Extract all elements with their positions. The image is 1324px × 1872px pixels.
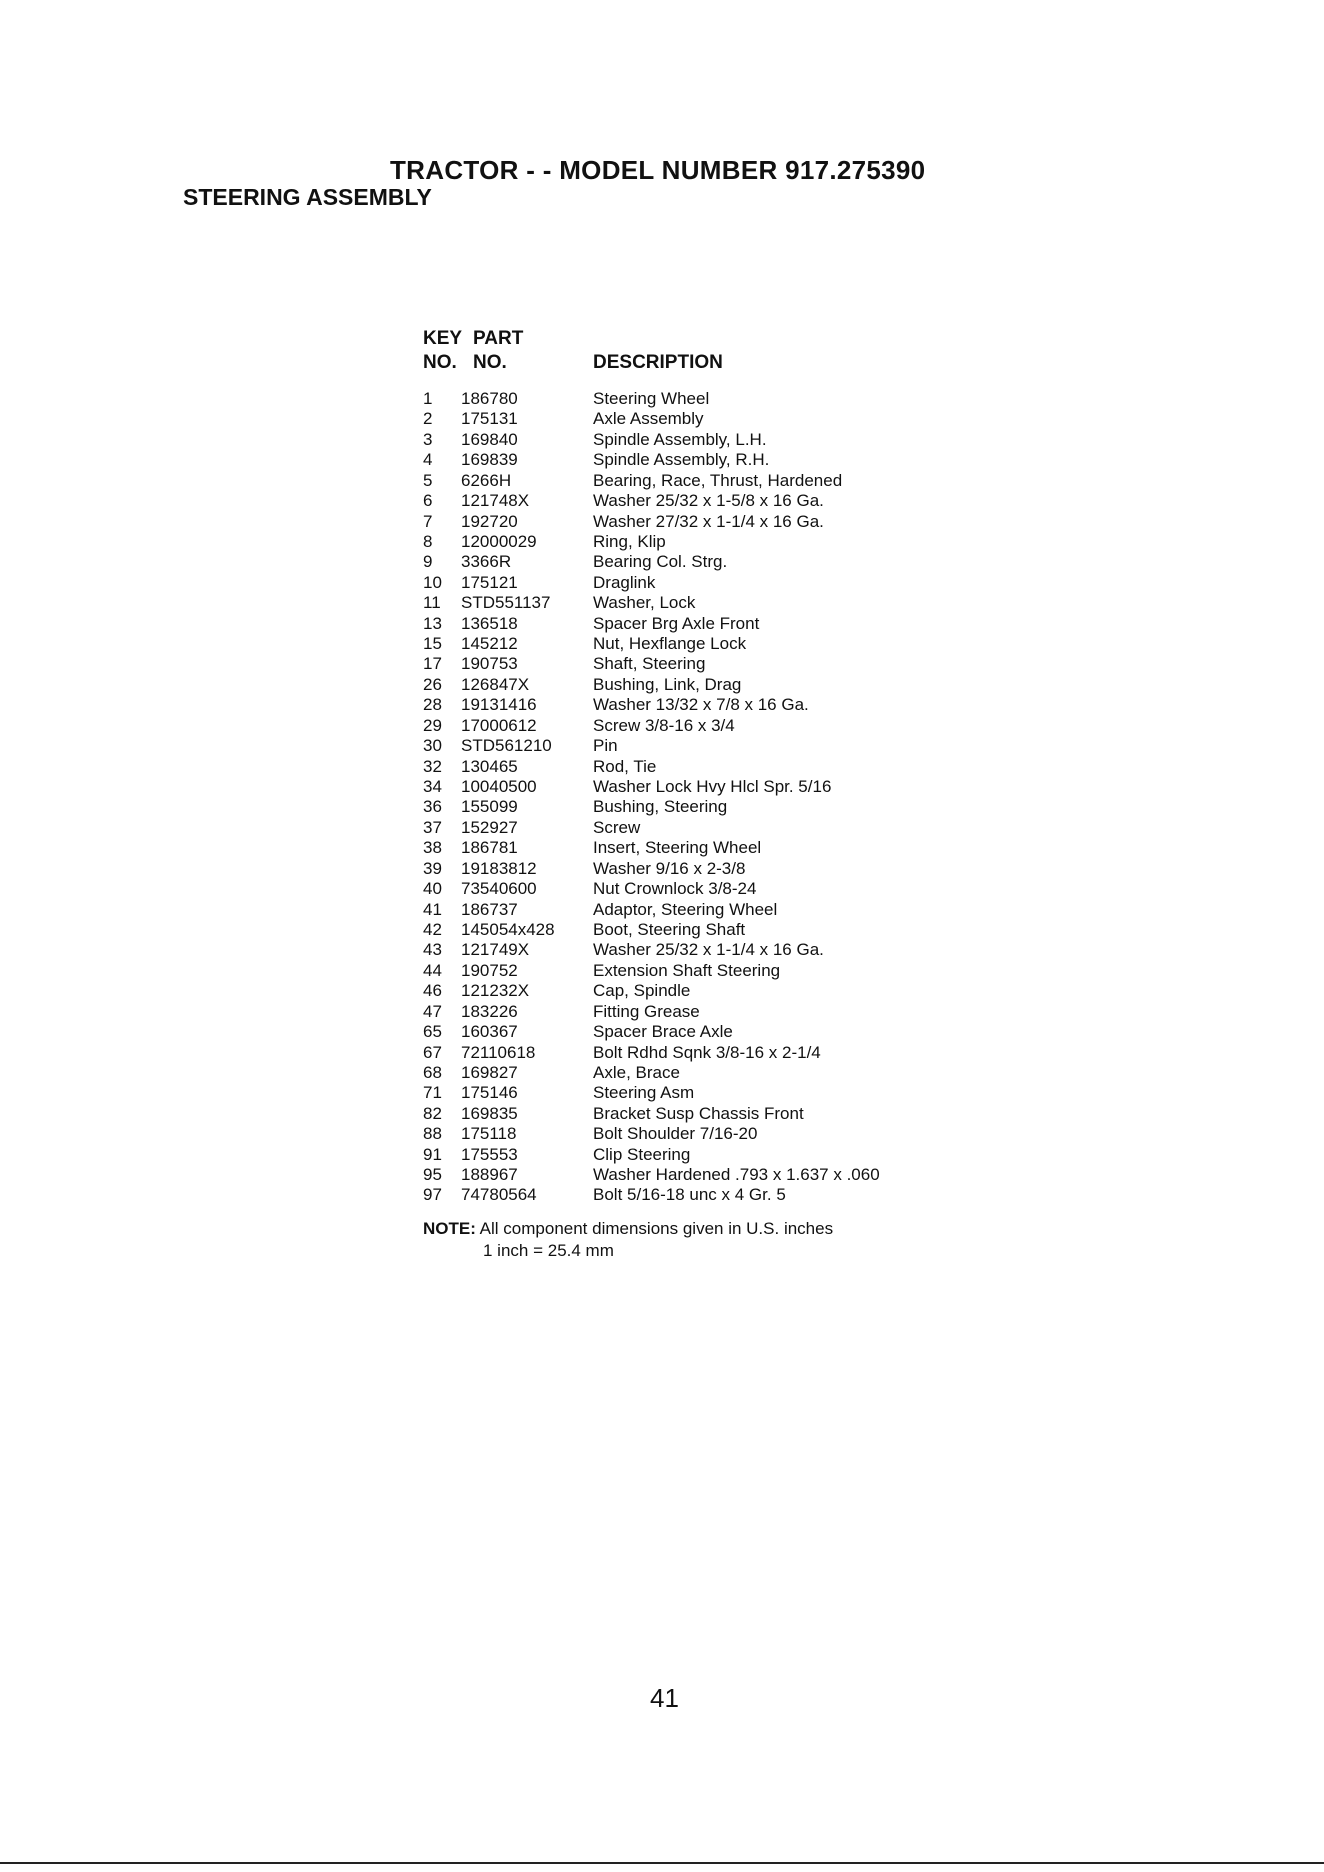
part-description: Cap, Spindle: [593, 981, 691, 1001]
key-number: 13: [423, 613, 442, 633]
part-number: STD561210: [461, 736, 552, 756]
parts-row: [423, 532, 983, 552]
key-number: 42: [423, 919, 442, 939]
part-number: 183226: [461, 1001, 518, 1021]
parts-row: [423, 1043, 983, 1063]
parts-row: [423, 797, 983, 817]
parts-row: [423, 1083, 983, 1103]
key-column-header-line2: NO.: [423, 352, 457, 373]
part-description: Spacer Brace Axle: [593, 1022, 733, 1042]
parts-row: [423, 512, 983, 532]
part-number: 169840: [461, 429, 518, 449]
parts-row: [423, 1002, 983, 1022]
part-description: Steering Wheel: [593, 389, 710, 408]
description-column-header: DESCRIPTION: [593, 352, 723, 373]
part-description: Nut, Hexflange Lock: [593, 634, 747, 654]
parts-row: [423, 1104, 983, 1124]
parts-row: [423, 961, 983, 981]
note: [423, 1218, 833, 1239]
key-number: 30: [423, 736, 442, 756]
parts-row: [423, 757, 983, 777]
key-number: 39: [423, 858, 442, 878]
part-description: Spacer Brg Axle Front: [593, 613, 760, 633]
parts-row: [423, 920, 983, 940]
part-description: Draglink: [593, 572, 656, 592]
parts-row: [423, 736, 983, 756]
key-number: 82: [423, 1103, 442, 1123]
key-number: 68: [423, 1062, 442, 1082]
key-number: 34: [423, 777, 442, 797]
part-description: Nut Crownlock 3/8-24: [593, 879, 757, 899]
part-number: 121232X: [461, 981, 530, 1001]
part-description: Bracket Susp Chassis Front: [593, 1103, 804, 1123]
key-number: 46: [423, 981, 442, 1001]
parts-row: [423, 654, 983, 674]
part-number: 126847X: [461, 674, 530, 694]
part-description: Steering Asm: [593, 1083, 695, 1103]
key-number: 7: [423, 511, 433, 531]
part-description: Spindle Assembly, L.H.: [593, 429, 767, 449]
part-description: Clip Steering: [593, 1144, 691, 1164]
key-number: 11: [423, 593, 441, 613]
key-number: 1: [423, 389, 433, 408]
key-number: 44: [423, 960, 442, 980]
key-number: 95: [423, 1165, 442, 1185]
key-column-header-line1: KEY: [423, 328, 463, 349]
part-number: 192720: [461, 511, 518, 531]
key-number: 43: [423, 940, 442, 960]
key-number: 32: [423, 756, 442, 776]
part-number: 6266H: [461, 470, 512, 490]
parts-row: [423, 634, 983, 654]
part-description: Bolt Rdhd Sqnk 3/8-16 x 2-1/4: [593, 1042, 821, 1062]
key-number: 28: [423, 695, 442, 715]
section-title: STEERING ASSEMBLY: [183, 184, 432, 210]
part-description: Ring, Klip: [593, 531, 666, 551]
parts-row: [423, 471, 983, 491]
part-number: 152927: [461, 817, 518, 837]
key-number: 26: [423, 674, 442, 694]
part-number: 17000612: [461, 715, 537, 735]
parts-row: [423, 900, 983, 920]
parts-row: [423, 695, 983, 715]
key-number: 10: [423, 572, 442, 592]
parts-table-header: [423, 328, 983, 376]
part-description: Pin: [593, 736, 618, 756]
part-number: 12000029: [461, 531, 537, 551]
part-number: 73540600: [461, 879, 537, 899]
part-number: 136518: [461, 613, 518, 633]
part-number: 160367: [461, 1022, 518, 1042]
part-description: Boot, Steering Shaft: [593, 919, 746, 939]
part-column-header-line1: PART: [473, 328, 524, 349]
part-description: Washer 9/16 x 2-3/8: [593, 858, 746, 878]
key-number: 67: [423, 1042, 442, 1062]
key-number: 41: [423, 899, 442, 919]
part-number: 175553: [461, 1144, 518, 1164]
parts-row: [423, 450, 983, 470]
key-number: 2: [423, 409, 433, 429]
part-description: Washer 25/32 x 1-1/4 x 16 Ga.: [593, 940, 824, 960]
bottom-rule: [0, 1862, 1324, 1864]
note-text: All component dimensions given in U.S. inches: [475, 1219, 834, 1238]
part-number: 121748X: [461, 491, 530, 511]
part-description: Bushing, Steering: [593, 797, 728, 817]
parts-row: [423, 593, 983, 613]
key-number: 9: [423, 552, 433, 572]
parts-row: [423, 1124, 983, 1144]
part-number: 130465: [461, 756, 518, 776]
part-number: 74780564: [461, 1185, 537, 1205]
part-number: 186780: [461, 389, 518, 408]
part-description: Washer, Lock: [593, 593, 696, 613]
part-number: 19183812: [461, 858, 537, 878]
parts-row: [423, 859, 983, 879]
key-number: 40: [423, 879, 442, 899]
part-description: Bearing, Race, Thrust, Hardened: [593, 470, 843, 490]
parts-row: [423, 879, 983, 899]
key-number: 4: [423, 450, 433, 470]
parts-row: [423, 614, 983, 634]
parts-row: [423, 552, 983, 572]
key-number: 91: [423, 1144, 442, 1164]
parts-row: [423, 981, 983, 1001]
key-number: 65: [423, 1022, 442, 1042]
part-description: Screw: [593, 817, 641, 837]
parts-list: [423, 389, 983, 1206]
note-label: NOTE:: [423, 1219, 476, 1238]
key-number: 71: [423, 1083, 442, 1103]
part-number: 175146: [461, 1083, 518, 1103]
key-number: 29: [423, 715, 442, 735]
parts-row: [423, 430, 983, 450]
page-title: TRACTOR - - MODEL NUMBER 917.275390: [390, 155, 926, 185]
part-description: Washer Lock Hvy Hlcl Spr. 5/16: [593, 777, 832, 797]
part-description: Washer 27/32 x 1-1/4 x 16 Ga.: [593, 511, 824, 531]
part-number: STD551137: [461, 593, 551, 613]
parts-row: [423, 838, 983, 858]
part-number: 155099: [461, 797, 518, 817]
page-number: 41: [650, 1683, 679, 1713]
parts-row: [423, 716, 983, 736]
part-number: 169835: [461, 1103, 518, 1123]
parts-row: [423, 675, 983, 695]
part-number: 145212: [461, 634, 518, 654]
part-number: 175121: [461, 572, 518, 592]
part-description: Fitting Grease: [593, 1001, 700, 1021]
key-number: 88: [423, 1124, 442, 1144]
parts-row: [423, 1185, 983, 1205]
part-description: Axle, Brace: [593, 1062, 680, 1082]
parts-row: [423, 573, 983, 593]
key-number: 5: [423, 470, 433, 490]
part-number: 121749X: [461, 940, 530, 960]
part-description: Adaptor, Steering Wheel: [593, 899, 778, 919]
part-description: Rod, Tie: [593, 756, 657, 776]
part-description: Insert, Steering Wheel: [593, 838, 762, 858]
key-number: 37: [423, 817, 442, 837]
part-number: 19131416: [461, 695, 537, 715]
part-description: Washer 13/32 x 7/8 x 16 Ga.: [593, 695, 809, 715]
parts-row: [423, 409, 983, 429]
part-number: 190752: [461, 960, 518, 980]
part-number: 72110618: [461, 1042, 536, 1062]
key-number: 36: [423, 797, 442, 817]
parts-row: [423, 818, 983, 838]
part-description: Screw 3/8-16 x 3/4: [593, 715, 735, 735]
key-number: 8: [423, 531, 433, 551]
key-number: 3: [423, 429, 433, 449]
part-number: 145054x428: [461, 919, 555, 939]
key-number: 97: [423, 1185, 442, 1205]
part-number: 186737: [461, 899, 518, 919]
part-number: 169839: [461, 450, 518, 470]
part-description: Shaft, Steering: [593, 654, 706, 674]
part-number: 175118: [461, 1124, 517, 1144]
part-description: Washer 25/32 x 1-5/8 x 16 Ga.: [593, 491, 824, 511]
part-description: Extension Shaft Steering: [593, 960, 781, 980]
parts-row: [423, 777, 983, 797]
part-description: Spindle Assembly, R.H.: [593, 450, 770, 470]
part-description: Washer Hardened .793 x 1.637 x .060: [593, 1165, 880, 1185]
part-column-header-line2: NO.: [473, 352, 507, 373]
note-conversion: 1 inch = 25.4 mm: [483, 1241, 614, 1260]
key-number: 6: [423, 491, 433, 511]
key-number: 47: [423, 1001, 442, 1021]
part-description: Bolt Shoulder 7/16-20: [593, 1124, 758, 1144]
part-description: Bushing, Link, Drag: [593, 674, 742, 694]
key-number: 15: [423, 634, 442, 654]
part-description: Bearing Col. Strg.: [593, 552, 728, 572]
parts-row: [423, 1022, 983, 1042]
parts-row: [423, 491, 983, 511]
part-description: Axle Assembly: [593, 409, 704, 429]
parts-row: [423, 1145, 983, 1165]
parts-row: [423, 940, 983, 960]
part-number: 10040500: [461, 777, 537, 797]
key-number: 17: [423, 654, 442, 674]
parts-row: [423, 389, 983, 409]
key-number: 38: [423, 838, 442, 858]
part-description: Bolt 5/16-18 unc x 4 Gr. 5: [593, 1185, 786, 1205]
parts-row: [423, 1165, 983, 1185]
part-number: 188967: [461, 1165, 518, 1185]
parts-row: [423, 1063, 983, 1083]
part-number: 169827: [461, 1062, 518, 1082]
part-number: 186781: [461, 838, 518, 858]
part-number: 3366R: [461, 552, 512, 572]
part-number: 175131: [461, 409, 518, 429]
part-number: 190753: [461, 654, 518, 674]
